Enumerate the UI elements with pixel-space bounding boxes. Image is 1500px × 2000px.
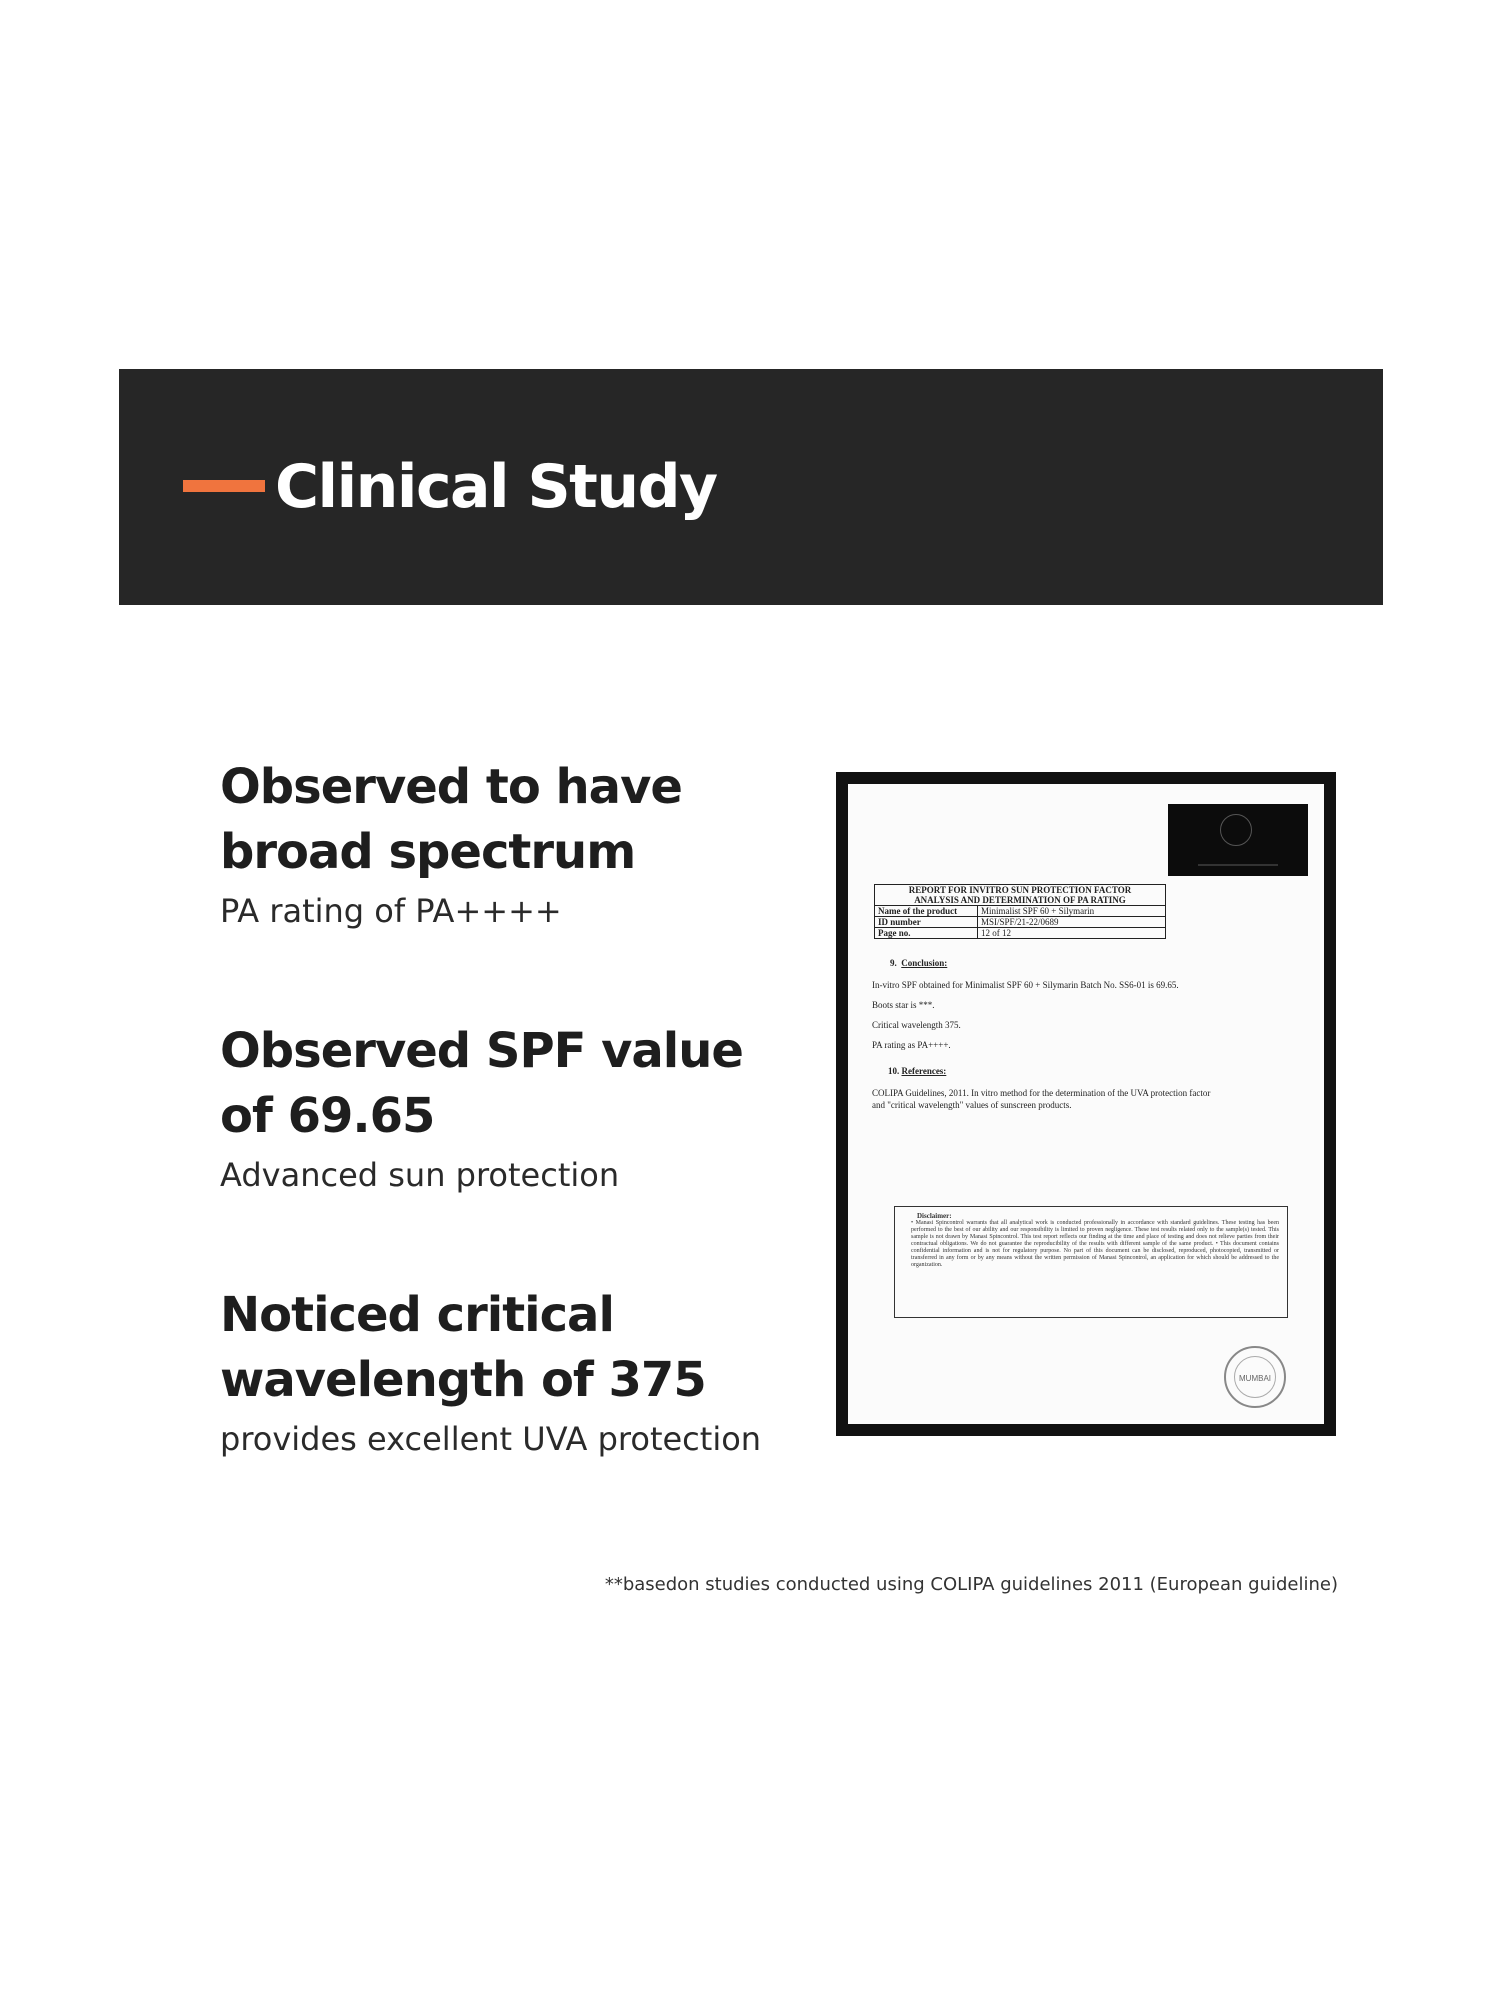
lab-logo xyxy=(1168,804,1308,876)
claim-spf-value xyxy=(220,1019,840,1195)
claim-subtitle: PA rating of PA++++ xyxy=(220,892,562,930)
logo-emblem-icon xyxy=(1220,814,1252,846)
reference-line: and "critical wavelength" values of sunscreen products. xyxy=(872,1100,1072,1110)
claim-subtitle: provides excellent UVA protection xyxy=(220,1420,762,1458)
claim-heading: broad spectrum xyxy=(220,824,636,880)
claim-critical-wavelength xyxy=(220,1283,840,1459)
spf-result-line: In-vitro SPF obtained for Minimalist SPF 60 + Silymarin Batch No. SS6-01 is 69.65. xyxy=(872,980,1179,990)
report-document xyxy=(848,784,1324,1424)
footnote: **basedon studies conducted using COLIPA guidelines 2011 (European guideline) xyxy=(604,1574,1338,1595)
table-row: ID number MSI/SPF/21-22/0689 xyxy=(875,917,1166,928)
claim-broad-spectrum xyxy=(220,755,840,931)
title-banner xyxy=(119,369,1383,605)
disclaimer-title: Disclaimer: xyxy=(917,1212,952,1220)
claim-heading: Observed to have xyxy=(220,759,682,815)
table-row: Name of the product Minimalist SPF 60 + Silymarin xyxy=(875,906,1166,917)
report-frame xyxy=(836,772,1336,1436)
accent-bar xyxy=(183,480,265,492)
page-title: Clinical Study xyxy=(275,452,717,522)
report-heading: REPORT FOR INVITRO SUN PROTECTION FACTOR ANALYSIS AND DETERMINATION OF PA RATING xyxy=(875,885,1166,906)
stamp-seal-icon xyxy=(1224,1346,1286,1408)
reference-line: COLIPA Guidelines, 2011. In vitro method for the determination of the UVA protection factor xyxy=(872,1088,1211,1098)
conclusion-heading: 9. Conclusion: xyxy=(890,958,948,968)
pa-rating-line: PA rating as PA++++. xyxy=(872,1040,951,1050)
claim-heading: Noticed critical xyxy=(220,1287,614,1343)
boots-star-line: Boots star is ***. xyxy=(872,1000,935,1010)
logo-tagline xyxy=(1198,864,1278,866)
disclaimer-box xyxy=(894,1206,1288,1318)
claim-subtitle: Advanced sun protection xyxy=(220,1156,620,1194)
wavelength-line: Critical wavelength 375. xyxy=(872,1020,961,1030)
claim-heading: of 69.65 xyxy=(220,1088,435,1144)
disclaimer-text: • Manasi Spincontrol warrants that all analytical work is conducted professionally in accordance with standard guidelines. These testing has been performed to the best of our ability and our responsibility is limited to proven negligence. These test results related only to the sample(s) tested. This sample is not drawn by Manasi Spincontrol. This test report reflects our finding at the time and place of testing and does not relieve parties from their contractual obligations. We do not guarantee the reproducibility of the results with different sample of the same product. • This document contains confidential information and is not for regulatory purpose. No part of this document can be disclosed, reproduced, photocopied, transmitted or transferred in any form or by any means without the written permission of Manasi Spincontrol, an application for which should be addressed to the organization. xyxy=(911,1220,1279,1268)
seal-label: MUMBAI xyxy=(1239,1374,1271,1383)
report-header-table xyxy=(874,884,1166,939)
table-row: Page no. 12 of 12 xyxy=(875,928,1166,939)
references-heading: 10. References: xyxy=(888,1066,947,1076)
claim-heading: Observed SPF value xyxy=(220,1023,743,1079)
claim-heading: wavelength of 375 xyxy=(220,1352,706,1408)
